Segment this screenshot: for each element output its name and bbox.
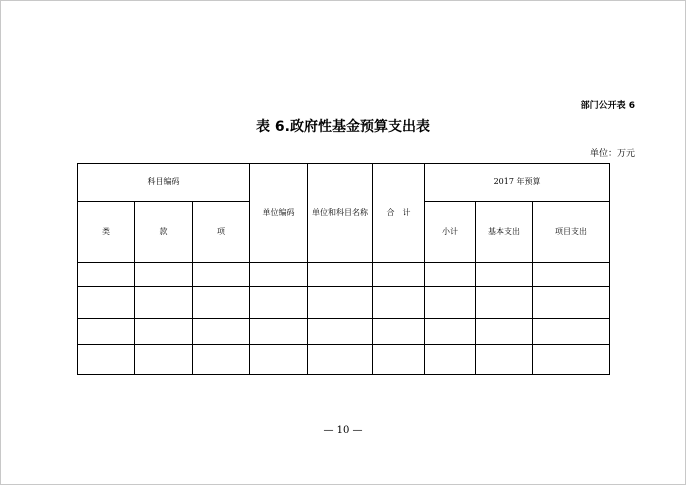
table-cell (425, 319, 476, 345)
header-category: 类 (78, 202, 135, 263)
table-cell (135, 287, 193, 319)
header-unit-code: 单位编码 (250, 164, 308, 263)
table-row (78, 319, 610, 345)
table-cell (308, 263, 373, 287)
header-item: 项 (193, 202, 250, 263)
table-cell (533, 287, 610, 319)
table-cell (308, 345, 373, 375)
table-cell (250, 263, 308, 287)
table-cell (135, 319, 193, 345)
table-cell (425, 263, 476, 287)
page-number: — 10 — (323, 425, 363, 436)
table-cell (193, 263, 250, 287)
table-cell (476, 287, 533, 319)
table-cell (250, 319, 308, 345)
header-subject-code: 科目编码 (78, 164, 250, 202)
table-cell (425, 345, 476, 375)
header-project-expense: 项目支出 (533, 202, 610, 263)
table-cell (373, 319, 425, 345)
table-cell (308, 287, 373, 319)
header-section: 款 (135, 202, 193, 263)
table-row (78, 345, 610, 375)
page-title: 表 6.政府性基金预算支出表 (256, 119, 430, 135)
table-cell (135, 263, 193, 287)
table-cell (78, 319, 135, 345)
table-cell (250, 287, 308, 319)
header-basic-expense: 基本支出 (476, 202, 533, 263)
table-cell (476, 263, 533, 287)
table-cell (425, 287, 476, 319)
table-cell (373, 263, 425, 287)
table-cell (308, 319, 373, 345)
header-subtotal: 小计 (425, 202, 476, 263)
corner-label: 部门公开表 6 (580, 101, 635, 111)
table-cell (78, 263, 135, 287)
header-budget-year: 2017 年预算 (425, 164, 610, 202)
table-cell (250, 345, 308, 375)
header-total: 合 计 (373, 164, 425, 263)
table-header-row (78, 164, 610, 202)
header-unit-subject-name: 单位和科目名称 (308, 164, 373, 263)
table-cell (78, 287, 135, 319)
table-cell (476, 319, 533, 345)
table-cell (476, 345, 533, 375)
table-cell (533, 263, 610, 287)
unit-label: 单位：万元 (589, 149, 635, 159)
table-cell (135, 345, 193, 375)
table-cell (193, 319, 250, 345)
table-cell (193, 287, 250, 319)
budget-table (77, 163, 610, 375)
table-cell (533, 319, 610, 345)
table-cell (193, 345, 250, 375)
table-row (78, 287, 610, 319)
table-row (78, 263, 610, 287)
table-cell (373, 287, 425, 319)
table-cell (533, 345, 610, 375)
table-cell (373, 345, 425, 375)
table-cell (78, 345, 135, 375)
